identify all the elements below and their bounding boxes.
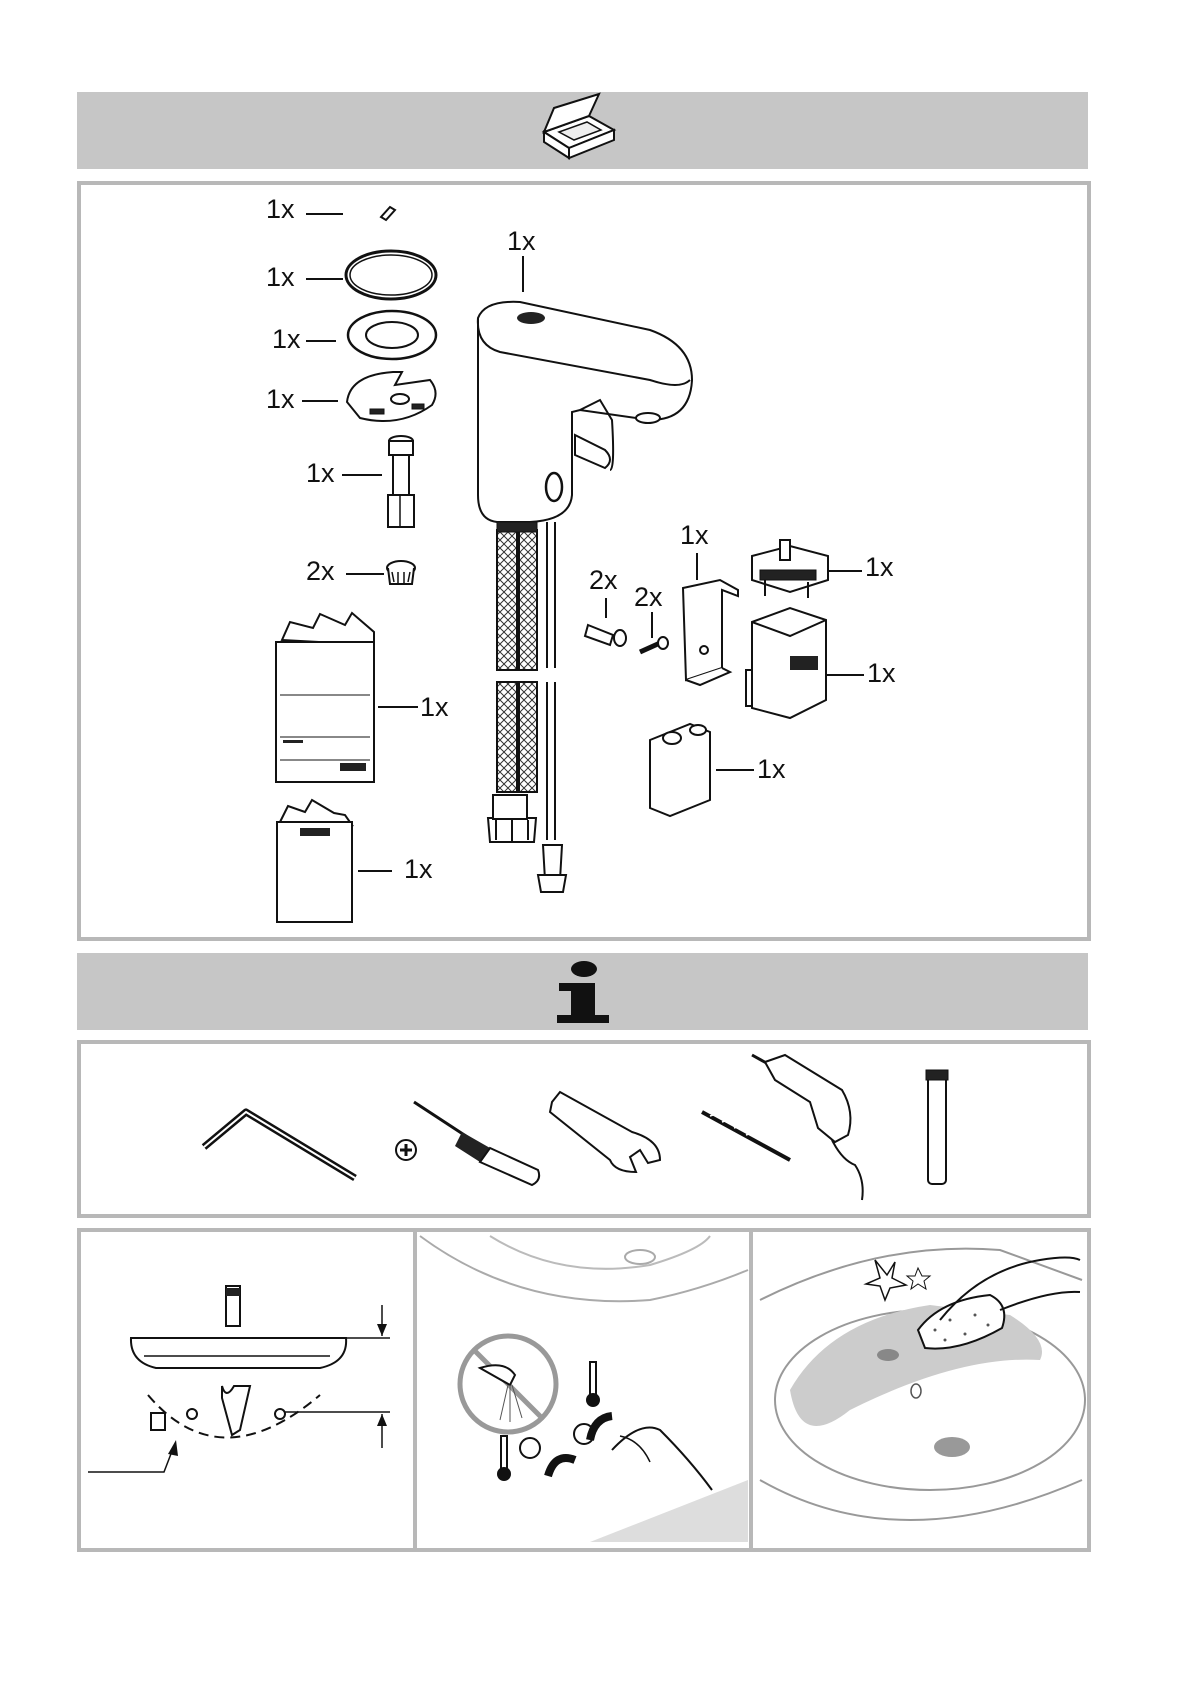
qty-nut: 2x xyxy=(306,556,335,586)
qty-washer: 1x xyxy=(272,324,301,354)
qty-wall-plug: 2x xyxy=(589,565,618,595)
qty-electronic-module: 1x xyxy=(865,552,894,582)
flush-pipes-diagram xyxy=(420,1236,748,1542)
qty-manual-large: 1x xyxy=(420,692,449,722)
qty-manual-small: 1x xyxy=(404,854,433,884)
qty-half-washer: 1x xyxy=(266,384,295,414)
basin-dimension-diagram xyxy=(88,1286,390,1472)
qty-o-ring: 1x xyxy=(266,262,295,292)
clean-basin-diagram xyxy=(760,1249,1085,1520)
qty-threaded-rod: 1x xyxy=(306,458,335,488)
qty-screw: 2x xyxy=(634,582,663,612)
qty-faucet: 1x xyxy=(507,226,536,256)
qty-battery-housing: 1x xyxy=(867,658,896,688)
qty-bracket: 1x xyxy=(680,520,709,550)
qty-holder: 1x xyxy=(757,754,786,784)
qty-pin: 1x xyxy=(266,194,295,224)
